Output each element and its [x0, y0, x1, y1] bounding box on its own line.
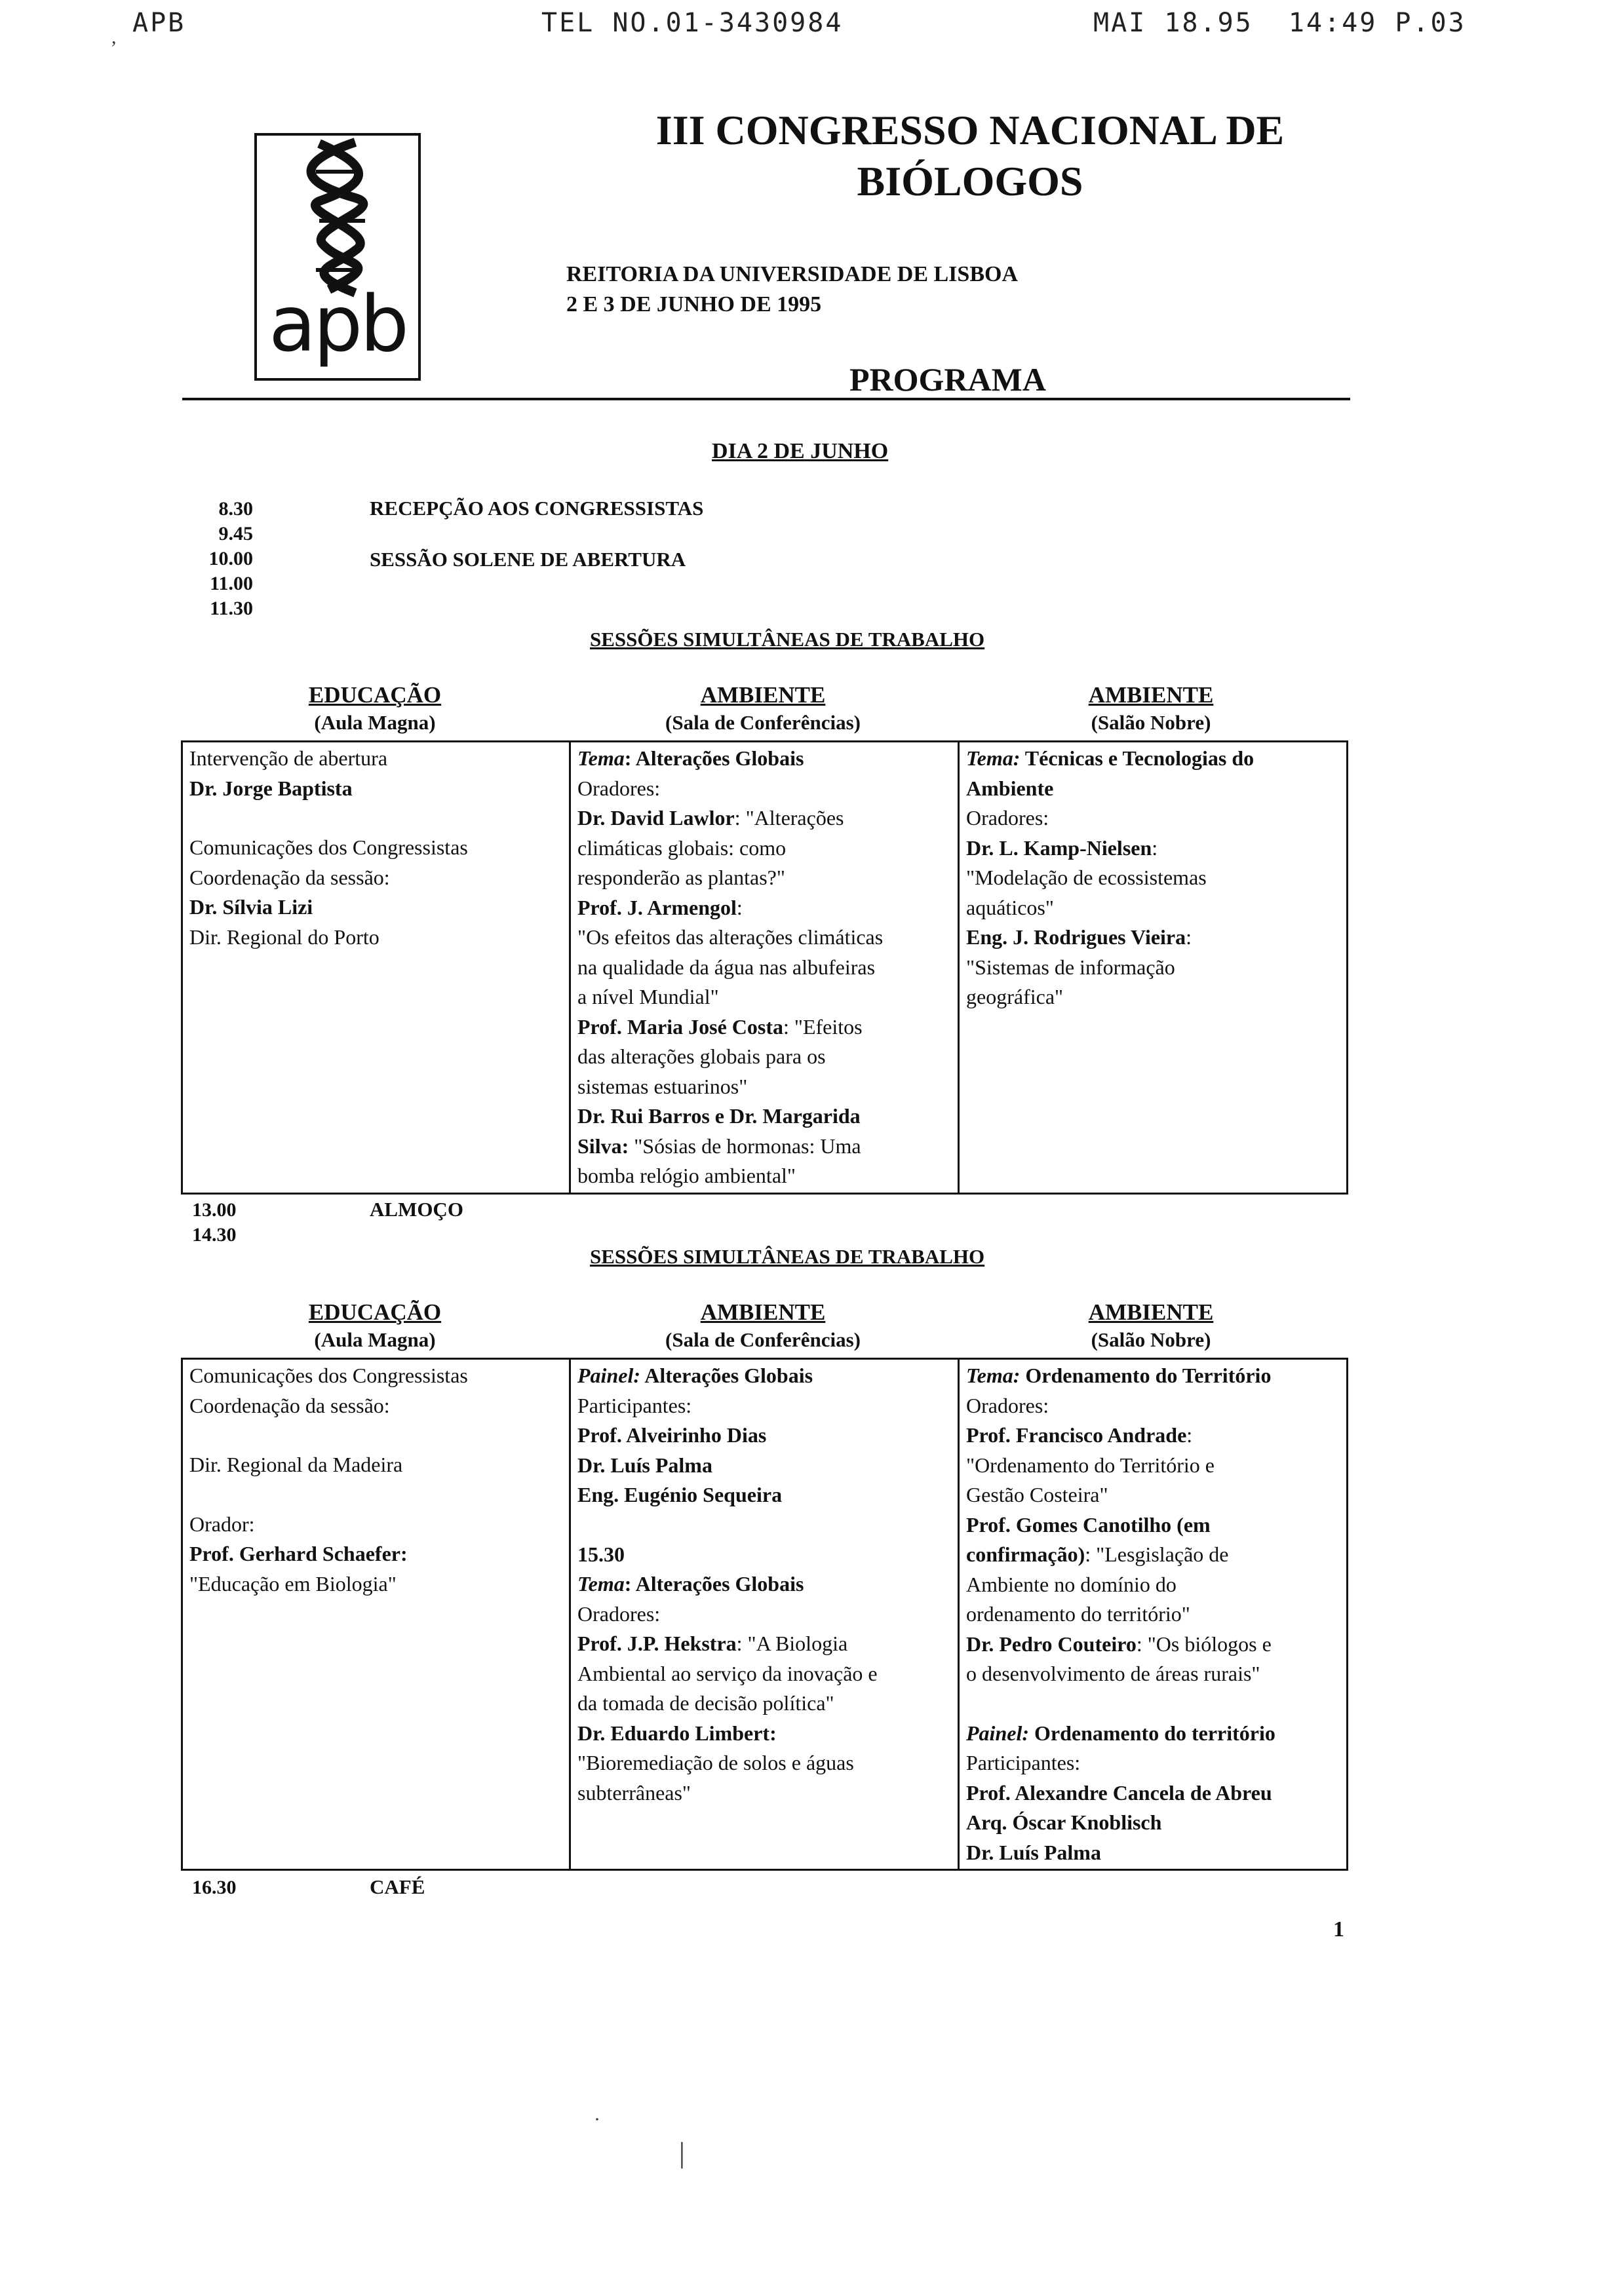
cell-text-run: Ambiente	[966, 776, 1054, 800]
cell-text-run: Oradores:	[577, 776, 661, 800]
cell-line	[577, 1161, 951, 1191]
cell-line	[577, 1510, 951, 1540]
cell-text-run: Painel:	[966, 1721, 1029, 1745]
cell-line	[189, 1480, 562, 1510]
cell-text-run: Dr. Luís Palma	[966, 1840, 1101, 1864]
session-heading-1: SESSÕES SIMULTÂNEAS DE TRABALHO	[590, 628, 985, 651]
cell-line	[966, 893, 1340, 923]
cell-text-run: Oradores:	[966, 806, 1049, 830]
cell-line	[577, 1659, 951, 1689]
cell-text-run: Participantes:	[966, 1751, 1081, 1774]
cell-line	[966, 833, 1340, 864]
cell-line	[966, 1361, 1340, 1391]
cell-line	[577, 1012, 951, 1043]
coffee-label: CAFÉ	[370, 1875, 425, 1898]
apb-logo	[254, 133, 421, 381]
cell-text-run: sistemas estuarinos"	[577, 1074, 748, 1098]
cell-line	[966, 744, 1340, 774]
cell-text-run: Alterações Globais	[640, 1364, 813, 1387]
cell-line	[577, 1629, 951, 1659]
cell-line: "Educação em Biologia"	[189, 1571, 397, 1596]
column-head-environment-conference-2: AMBIENTE (Sala de Conferências)	[665, 1299, 861, 1351]
cell-text-run: Arq. Óscar Knoblisch	[966, 1810, 1162, 1834]
cell-text-run: ordenamento do território"	[966, 1602, 1190, 1626]
cell-text-run: Tema	[577, 746, 625, 770]
cell-text-run: Eng. J. Rodrigues Vieira	[966, 925, 1186, 949]
time-1100: 11.00	[210, 573, 253, 594]
cell-text-run: responderão as plantas?"	[577, 866, 785, 889]
t1-col-conference	[570, 742, 959, 1194]
column-head-education-2: EDUCAÇÃO (Aula Magna)	[308, 1299, 442, 1351]
cell-text-run: aquáticos"	[966, 895, 1054, 919]
cell-text-run: da tomada de decisão política"	[577, 1691, 834, 1715]
title-line-1: III CONGRESSO NACIONAL DE	[655, 107, 1285, 153]
cell-text-run: das alterações globais para os	[577, 1044, 826, 1068]
cell-text-run: subterrâneas"	[577, 1780, 691, 1805]
cell-text-run: Dr. Eduardo Limbert:	[577, 1721, 777, 1745]
cell-text-run: Prof. Francisco Andrade	[966, 1423, 1187, 1447]
cell-line: Prof. Gerhard Schaefer:	[189, 1542, 408, 1565]
t2-col-education	[182, 1359, 570, 1870]
venue-dates: 2 E 3 DE JUNHO DE 1995	[566, 292, 822, 316]
cell-text-run: Prof. Alexandre Cancela de Abreu	[966, 1780, 1272, 1805]
session-table-1	[181, 740, 1348, 1195]
table-row	[182, 1359, 1348, 1870]
dna-helix-icon	[257, 136, 418, 299]
cell-text-run: "Ordenamento do Território e	[966, 1453, 1215, 1477]
day-title: DIA 2 DE JUNHO	[712, 439, 889, 463]
cell-line	[577, 1101, 951, 1132]
logo-text: apb	[268, 278, 407, 369]
cell-text-run: Tema	[577, 1572, 625, 1596]
cell-text-run: Prof. J.P. Hekstra	[577, 1632, 737, 1655]
cell-line	[577, 744, 951, 774]
cell-text-run: Prof. Gomes Canotilho (em	[966, 1512, 1211, 1537]
cell-line: Dir. Regional da Madeira	[189, 1453, 403, 1476]
cell-text-run: Tema:	[966, 746, 1021, 770]
cell-text-run: Gestão Costeira"	[966, 1483, 1108, 1506]
time-1000: 10.00	[208, 548, 253, 569]
fax-telephone: TEL NO.01-3430984	[541, 8, 844, 38]
cell-line: Coordenação da sessão:	[189, 865, 390, 889]
cell-text-run: Dr. Rui Barros e Dr. Margarida	[577, 1104, 861, 1128]
cell-line	[577, 1451, 951, 1481]
cell-text-run: o desenvolvimento de áreas rurais"	[966, 1662, 1260, 1685]
cell-text-run: confirmação)	[966, 1542, 1085, 1566]
cell-line	[577, 893, 951, 923]
cell-line	[966, 1659, 1340, 1689]
cell-line	[577, 774, 951, 804]
cell-line	[577, 1748, 951, 1778]
session-heading-2: SESSÕES SIMULTÂNEAS DE TRABALHO	[590, 1245, 985, 1268]
cell-line	[577, 863, 951, 893]
cell-line	[577, 1042, 951, 1072]
cell-line	[577, 953, 951, 983]
speck-mark: ,	[111, 26, 117, 48]
cell-text-run: Painel:	[577, 1364, 640, 1387]
cell-text-run: "Modelação de ecossistemas	[966, 866, 1207, 889]
t1-col-education	[182, 742, 570, 1194]
cell-line	[966, 1630, 1340, 1660]
cell-text-run: Ordenamento do Território	[1020, 1364, 1272, 1387]
cell-line	[577, 1719, 951, 1749]
cell-line	[966, 803, 1340, 833]
column-head-environment-conference-1: AMBIENTE (Sala de Conferências)	[665, 682, 861, 734]
cell-text-run: Silva:	[577, 1134, 629, 1158]
cell-line	[577, 982, 951, 1012]
time-0945: 9.45	[218, 523, 253, 545]
page-title	[564, 105, 1376, 207]
cell-line	[966, 1838, 1340, 1868]
cell-line: Intervenção de abertura	[189, 746, 388, 770]
cell-text-run: "Sistemas de informação	[966, 955, 1175, 979]
cell-text-run: Eng. Eugénio Sequeira	[577, 1483, 783, 1506]
cell-line	[966, 1451, 1340, 1481]
cell-line: Coordenação da sessão:	[189, 1393, 390, 1417]
title-line-2: BIÓLOGOS	[857, 158, 1083, 204]
program-label: PROGRAMA	[849, 361, 1046, 398]
fax-datetime: MAI 18.95 14:49 P.03	[1093, 8, 1466, 38]
cell-text-run: Oradores:	[577, 1601, 661, 1626]
cell-text-run: Prof. Alveirinho Dias	[577, 1423, 767, 1447]
cell-text-run: "Bioremediação de solos e águas	[577, 1751, 854, 1774]
cell-line	[966, 1689, 1340, 1719]
cell-line	[966, 1540, 1340, 1570]
cell-text-run: a nível Mundial"	[577, 985, 719, 1008]
cell-line	[577, 1599, 951, 1630]
cell-line	[577, 1540, 951, 1570]
cell-text-run: Dr. L. Kamp-Nielsen	[966, 835, 1152, 860]
cell-text-run: "Os efeitos das alterações climáticas	[577, 925, 884, 949]
cell-text-run: : Alterações Globais	[624, 1572, 804, 1596]
cell-line	[966, 1570, 1340, 1600]
cell-text-run: :	[1152, 835, 1158, 860]
cell-text-run: : "Alterações	[734, 806, 844, 830]
cell-text-run: Dr. Luís Palma	[577, 1453, 712, 1477]
t2-col-conference	[570, 1359, 959, 1870]
cell-text-run: geográfica"	[966, 985, 1064, 1008]
fax-sender: APB	[132, 8, 186, 38]
coffee-time: 16.30	[192, 1877, 237, 1898]
lunch-time-end: 14.30	[192, 1224, 237, 1246]
cell-line	[577, 1072, 951, 1102]
cell-text-run: : "Efeitos	[783, 1014, 863, 1039]
cell-text-run: na qualidade da água nas albufeiras	[577, 955, 876, 979]
cell-line	[966, 953, 1340, 983]
cell-line	[577, 833, 951, 864]
cell-line: Orador:	[189, 1512, 255, 1536]
event-reception: RECEPÇÃO AOS CONGRESSISTAS	[370, 497, 704, 520]
cell-line	[966, 774, 1340, 804]
cell-line: Dir. Regional do Porto	[189, 925, 379, 949]
table-row	[182, 742, 1348, 1194]
cell-line	[189, 803, 562, 833]
cell-line	[966, 982, 1340, 1012]
cell-text-run: : "A Biologia	[736, 1632, 848, 1655]
cell-text-run: Oradores:	[966, 1393, 1049, 1417]
cell-line	[966, 1421, 1340, 1451]
cell-text-run: Ordenamento do território	[1028, 1721, 1275, 1745]
cell-text-run: Dr. Pedro Couteiro	[966, 1632, 1137, 1656]
cell-line	[577, 1361, 951, 1391]
page-number: 1	[1333, 1917, 1344, 1942]
header-rule	[182, 398, 1350, 400]
cell-line	[966, 1480, 1340, 1510]
cell-text-run: : Alterações Globais	[624, 746, 804, 770]
cell-text-run: :	[736, 895, 743, 919]
column-head-education-1: EDUCAÇÃO (Aula Magna)	[308, 682, 442, 734]
speck-mark: |	[679, 2137, 685, 2169]
cell-line: Comunicações dos Congressistas	[189, 835, 468, 859]
cell-text-run: bomba relógio ambiental"	[577, 1164, 796, 1187]
cell-text-run: "Sósias de hormonas: Uma	[629, 1134, 861, 1158]
cell-line	[189, 1421, 562, 1450]
cell-text-run: Tema:	[966, 1364, 1021, 1387]
cell-text-run: Dr. David Lawlor	[577, 806, 735, 830]
cell-line	[577, 923, 951, 953]
t2-col-salon	[959, 1359, 1348, 1870]
lunch-label: ALMOÇO	[370, 1198, 463, 1221]
time-0830: 8.30	[218, 498, 253, 520]
cell-line	[577, 803, 951, 833]
cell-text-run: :	[1186, 925, 1192, 949]
cell-line: Comunicações dos Congressistas	[189, 1364, 468, 1387]
cell-text-run: Ambiental ao serviço da inovação e	[577, 1661, 878, 1685]
cell-line: Dr. Sílvia Lizi	[189, 895, 313, 919]
cell-text-run: Prof. J. Armengol	[577, 895, 737, 919]
time-1130: 11.30	[210, 598, 253, 619]
column-head-environment-salon-1: AMBIENTE (Salão Nobre)	[1088, 682, 1214, 734]
cell-line	[966, 1391, 1340, 1421]
speck-mark: ·	[594, 2109, 600, 2130]
column-head-environment-salon-2: AMBIENTE (Salão Nobre)	[1088, 1299, 1214, 1351]
cell-line	[966, 1778, 1340, 1808]
session-table-2	[181, 1358, 1348, 1871]
cell-line: Dr. Jorge Baptista	[189, 776, 353, 800]
cell-line	[577, 1689, 951, 1719]
cell-line	[966, 1808, 1340, 1838]
cell-line	[577, 1778, 951, 1808]
cell-text-run: : "Lesgislação de	[1085, 1542, 1229, 1566]
cell-line	[577, 1421, 951, 1451]
cell-line	[577, 1480, 951, 1510]
cell-line	[577, 1391, 951, 1421]
cell-text-run: Técnicas e Tecnologias do	[1020, 746, 1255, 770]
event-opening-session: SESSÃO SOLENE DE ABERTURA	[370, 548, 686, 571]
cell-line	[966, 1748, 1340, 1778]
cell-text-run: : "Os biólogos e	[1136, 1632, 1272, 1656]
lunch-time-start: 13.00	[192, 1199, 237, 1221]
cell-text-run: Prof. Maria José Costa	[577, 1014, 783, 1039]
cell-text-run: :	[1186, 1423, 1193, 1447]
cell-line	[577, 1569, 951, 1599]
cell-line	[966, 923, 1340, 953]
cell-line	[966, 863, 1340, 893]
cell-text-run: Participantes:	[577, 1393, 692, 1417]
t1-col-salon	[959, 742, 1348, 1194]
cell-line	[966, 1510, 1340, 1540]
venue-place: REITORIA DA UNIVERSIDADE DE LISBOA	[566, 262, 1018, 286]
cell-text-run: Ambiente no domínio do	[966, 1572, 1177, 1596]
cell-line	[966, 1719, 1340, 1749]
cell-text-run: 15.30	[577, 1542, 625, 1566]
schedule-times	[194, 497, 253, 621]
cell-line	[577, 1132, 951, 1162]
cell-text-run: climáticas globais: como	[577, 835, 787, 860]
cell-line	[966, 1599, 1340, 1630]
